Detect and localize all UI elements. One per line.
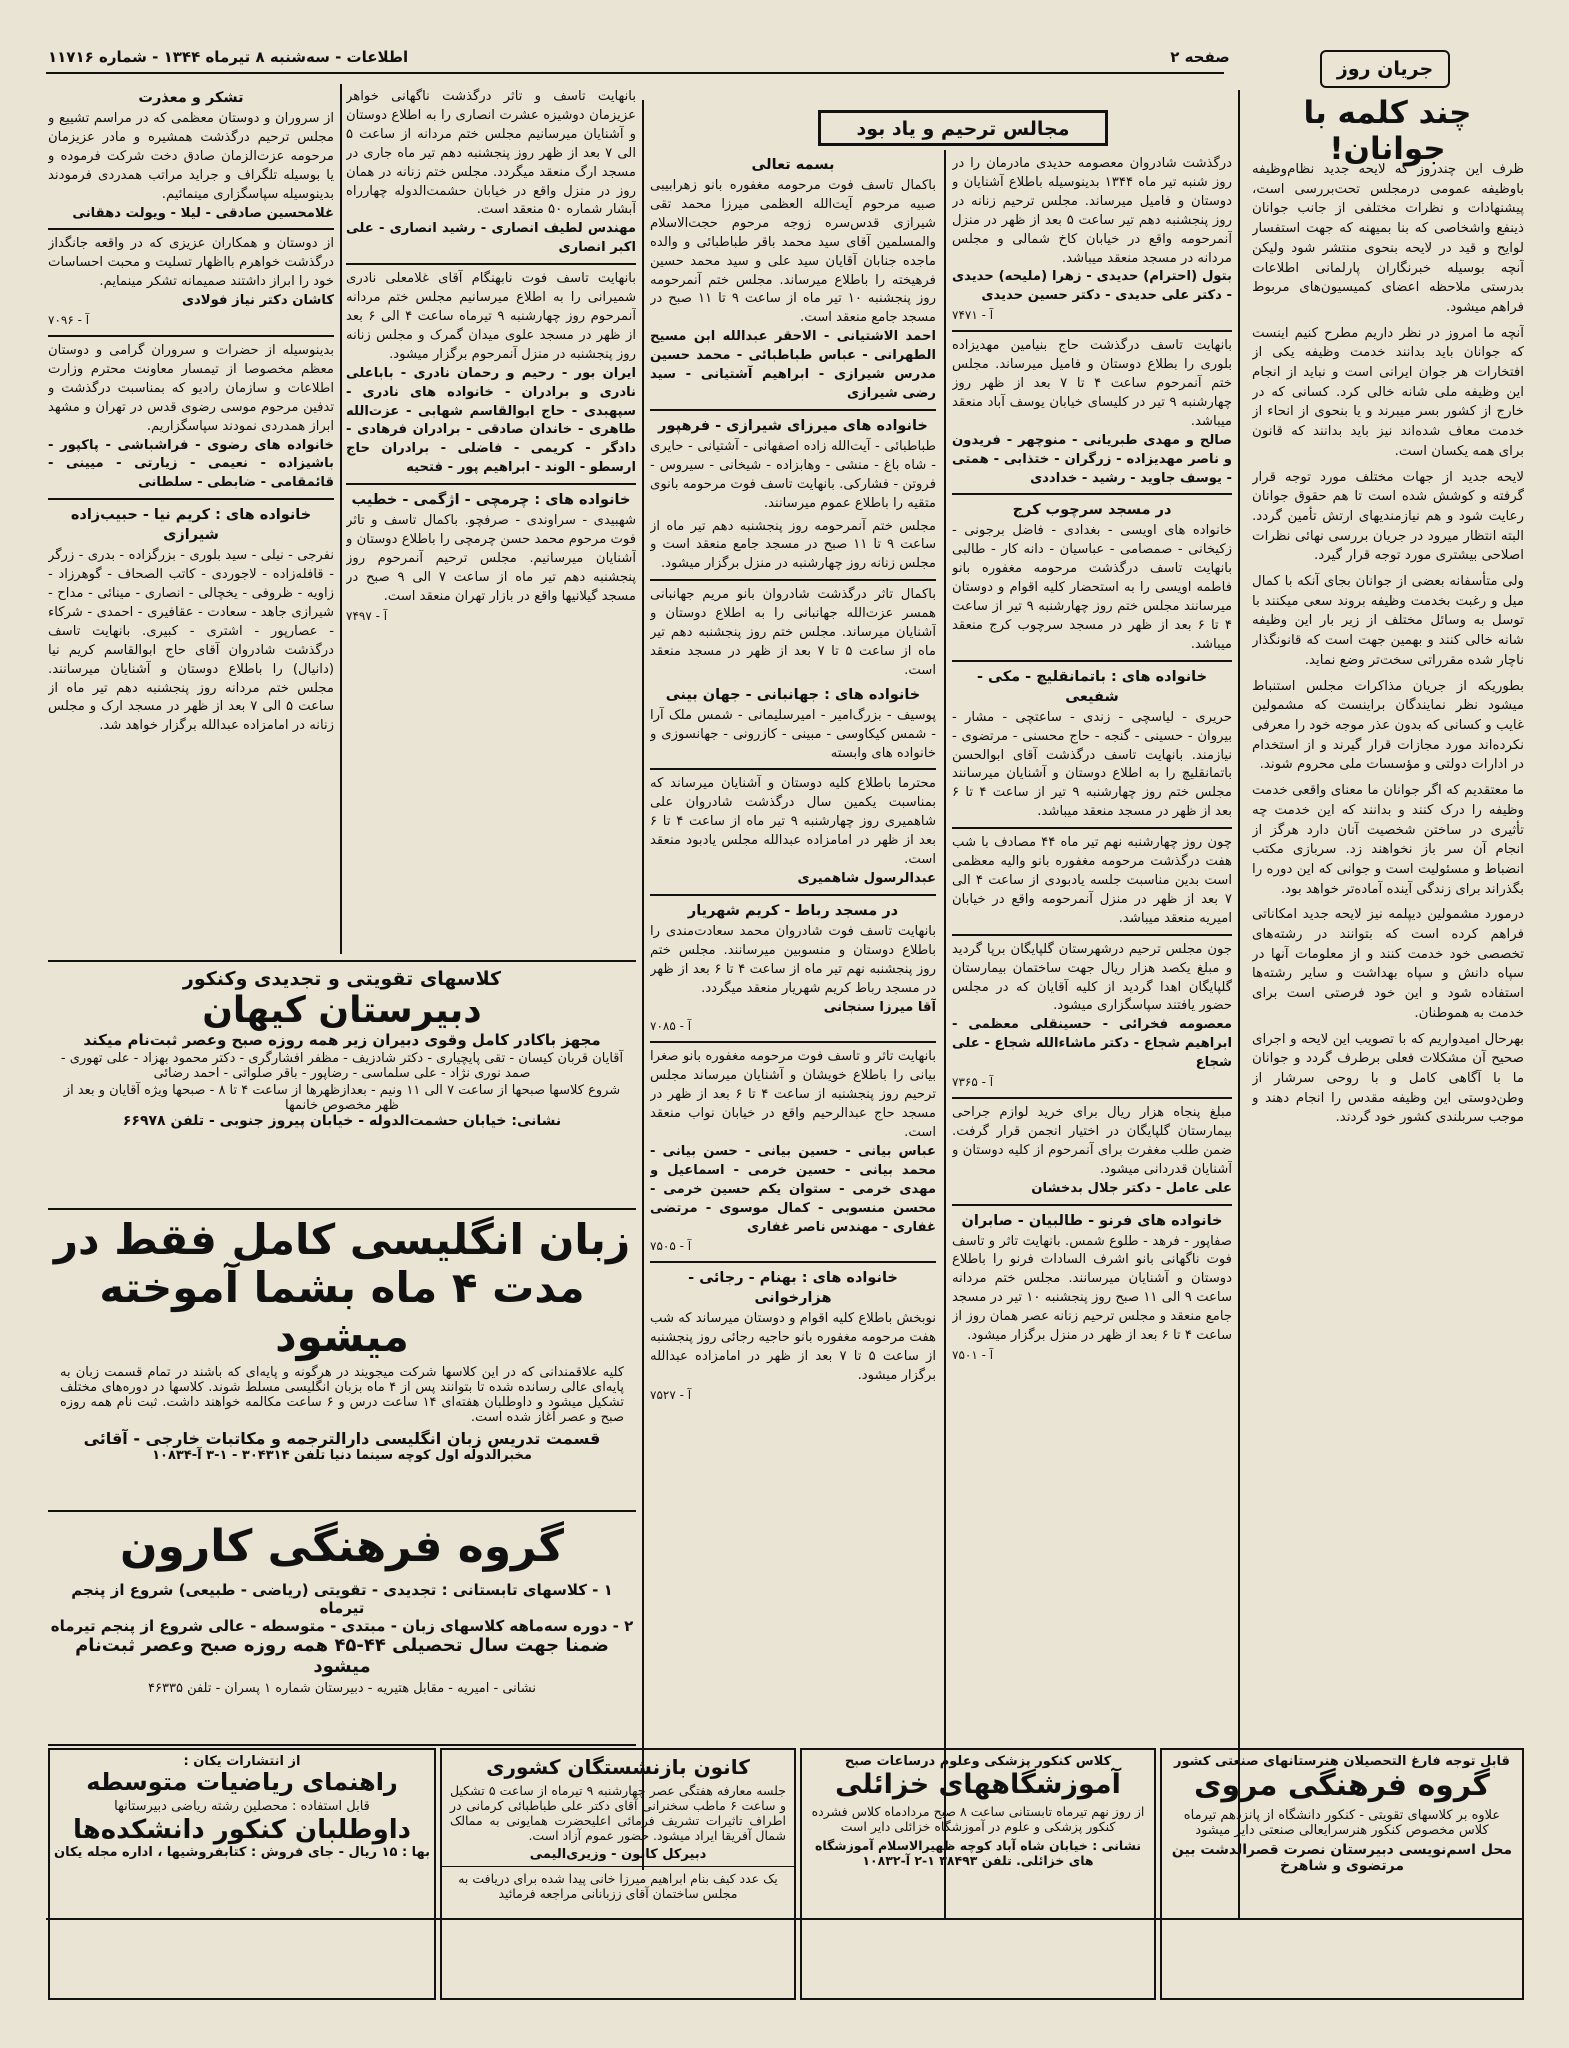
editorial-paragraph: لایحه جدید از جهات مختلف مورد توجه قرار گرفته و کوشش شده است تا هم حقوق جوانان رعایت شود و هم نیازمندیهای ارتش تأمین گردد. البته انتظار میرود در جریان بررسی نهائی نظرات اصلاحی بیشتری مورد توجه قرار گیرد. xyxy=(1252,469,1524,564)
ad-kayhan-top: کلاسهای تقویتی و تجدیدی وکنکور xyxy=(182,968,502,990)
ad-khazaeli-small: کلاس کنکور پزشکی وعلوم درساعات صبح xyxy=(844,1754,1112,1769)
separator xyxy=(48,335,334,337)
separator xyxy=(346,263,636,265)
obituary-column-2 xyxy=(952,155,1232,1915)
ad-yekan-name: راهنمای ریاضیات متوسطه xyxy=(86,1768,398,1796)
obituary-notice: بانهایت تاسف فوت نابهنگام آقای غلامعلی نادری شمیرانی را به اطلاع میرسانیم مجلس ختم مردانه آنمرحوم روز چهارشنبه ۹ تیرماه ساعت ۴ الی ۶ بعد از ظهر در مسجد علوی میدان گمرک و مجلس زنانه روز پنجشنبه در منزل آنمرحوم برگزار میشود. ایران بور - رحیم و رحمان نادری - باباعلی نادری و برادران - خانواده های نادری - سپهبدی - حاج ابوالقاسم شهابی - عزت‌الله طاهری - خاندان صادقی - برادران فرهادی - دادگر - کریمی - فاضلی - برادران حاج ارسطو - الوند - ابراهیم پور - فتحیه xyxy=(346,271,636,476)
obituary-notice: خانواده های فرنو - طالبیان - صابران صفاپور - فرهد - طلوع شمس. بانهایت تاثر و تاسف فوت ناگهانی بانو اشرف السادات فرنو را باطلاع دوستان و آشنایان میرسانند. مجلس ختم مردانه ساعت ۹ الی ۱۱ صبح روز پنجشنبه ۱۰ تیر در مسجد جامع منعقد و مجلس ترحیم زنانه عصر همان روز از ساعت ۴ تا ۶ بعد از ظهر در منزل برگزار میشود. آ - ۷۵۰۱ xyxy=(952,1212,1232,1362)
obituary-notice: بانهایت تاثر و تاسف فوت مرحومه مغفوره بانو صغرا بیانی را باطلاع خویشان و آشنایان میرساند مجلس ترحیم روز پنجشنبه از ساعت ۴ تا ۶ بعد از ظهر در مسجد حاج عبدالرحیم واقع در خیابان نواب منعقد است. عباس بیانی - حسین بیانی - حسن بیانی - محمد بیانی - حسین خرمی - اسماعیل و مهدی خرمی - ستوان یکم حسین خرمی - محسن منسوبی - کمال موسوی - مرتضی غفاری - مهندس ناصر غفاری آ - ۷۵۰۵ xyxy=(650,1049,936,1254)
obituary-notice: چون روز چهارشنبه نهم تیر ماه ۴۴ مصادف با شب هفت درگذشت مرحومه مغفوره بانو والیه معظمی است بدین مناسبت جلسه یادبودی از ساعت ۴ الی ۷ بعد از ظهر در منزل آنمرحومه واقع در خیابان امیریه منعقد میباشد. xyxy=(952,835,1232,926)
ad-khazaeli xyxy=(800,1748,1156,2000)
obituaries-banner: مجالس ترحیم و یاد بود xyxy=(818,110,1108,146)
ad-khazaeli-footer: نشانی : خیابان شاه آباد کوچه ظهیرالاسلام آموزشگاه های خزائلی. تلفن ۳۸۴۹۳ ۱-۲ آ-۱۰۸۳۲ xyxy=(814,1838,1142,1869)
separator xyxy=(650,579,936,581)
separator xyxy=(650,768,936,770)
obituary-notice: مبلغ پنجاه هزار ریال برای خرید لوازم جراحی بیمارستان گلپایگان در اختیار انجمن قرار گرفت. ضمن طلب مغفرت برای آنمرحوم از کلیه دوستان و آشنایان قدردانی میشود. علی عامل - دکتر جلال بدخشان xyxy=(952,1104,1232,1196)
ad-english-body: کلیه علاقمندانی که در این کلاسها شرکت میجویند در هرگونه و پایه‌ای که باشند در تمام قسمت زبان به پایه‌ای عالی رسانده شده تا بتوانند پس از ۴ ماه بزبان انگلیسی مسلط شوند. کلاسها در دوره‌های مختلف تشکیل میشود و داوطلبان هفته‌ای ۱۴ ساعت درس و ۶ ساعت مکالمه خواهند داشت. ثبت نام همه روزه صبح و عصر آغاز شده است. xyxy=(60,1364,624,1425)
ad-kayhan-teachers: آقایان قربان کیسان - تقی پایچیاری - دکتر شادزیف - مظفر افشارگری - دکتر محمود بهزاد - علی تهوری - صمد نوری نژاد - علی سلماسی - رضاپور - باقر صلواتی - احمد رضائی xyxy=(60,1051,624,1082)
ad-karun-line-3: ضمنا جهت سال تحصیلی ۴۴-۴۵ همه روزه صبح وعصر ثبت‌نام میشود xyxy=(75,1634,609,1677)
ad-english-address: مخبرالدوله اول کوچه سینما دنیا تلفن ۳۰۴۳۱۴ - ۱-۳ آ-۱۰۸۳۴ xyxy=(152,1447,532,1463)
obituary-notice: بانهایت تاسف و تاثر درگذشت ناگهانی خواهر عزیزمان دوشیزه عشرت انصاری را به اطلاع دوستان و آشنایان میرسانیم مجلس ختم مردانه از ساعت ۵ الی ۷ بعد از ظهر روز پنجشنبه دهم تیر ماه جاری در مسجد ارگ منعقد میگردد. مجلس ختم زنانه در همان روز در منزل واقع در خیابان حشمت‌الدوله چهارراه آبشار شماره ۵۰ منعقد است. مهندس لطیف انصاری - رشید انصاری - علی اکبر انصاری xyxy=(346,89,636,256)
ad-yekan xyxy=(48,1748,436,2000)
obituary-notice: باکمال تاثر درگذشت شادروان بانو مریم جهانبانی همسر عزت‌الله جهانبانی را به اطلاع دوستان و آشنایان میرساند. مجلس ختم روز پنجشنبه دهم تیر ماه از ساعت ۵ تا ۷ بعد از ظهر در مسجد منعقد است. xyxy=(650,587,936,678)
ad-retirees-extra: یک عدد کیف بنام ابراهیم میرزا خانی پیدا شده برای دریافت به مجلس ساختمان آقای ززبانانی مراجعه فرمائید xyxy=(442,1866,794,1905)
ad-kayhan-times: شروع کلاسها صبحها از ساعت ۷ الی ۱۱ ونیم - بعدازظهرها از ساعت ۴ تا ۸ - صبحها ویژه آقایان و بعد از ظهر مخصوص خانمها xyxy=(63,1083,621,1114)
ad-khazaeli-body: از روز نهم تیرماه تابستانی ساعت ۸ صبح مردادماه کلاس فشرده کنکور پزشکی و علوم در آموزشگاه خزائلی دایر است xyxy=(811,1804,1145,1835)
ad-english-footer: قسمت تدریس زبان انگلیسی دارالترجمه و مکاتبات خارجی - آقائی xyxy=(83,1428,601,1448)
notice: خانواده های : کریم نیا - حبیب‌زاده شیرازی نفرجی - نیلی - سید بلوری - بزرگزاده - بدری - زرگر - قافله‌زاده - لاجوردی - کاتب الصحاف - گوهرزاد - زاویه - ظروفی - یخچالی - انصاری - مینائی - مداح - شیرازی جاهد - سعادت - عقافیری - احمدی - شرکاء - عصارپور - اشتری - کبیری. بانهایت تاسف درگذشت شادروان آقای حاج ابوالقاسم کریم نیا (دانیال) را باطلاع دوستان و آشنایان میرسانند. مجلس ختم مردانه روز پنجشنبه دهم تیر ماه از ساعت ۵ الی ۷ بعد از ظهر در مسجد ارک و مجلس زنانه در امامزاده عبدالله برگزار خواهد شد. xyxy=(48,507,334,734)
ad-karun-line-2: ۲ - دوره سه‌ماهه کلاسهای زبان - مبتدی - متوسطه - عالی شروع از پنجم تیرماه xyxy=(50,1616,634,1635)
ad-english-headline-1: زبان انگلیسی کامل فقط در xyxy=(53,1215,631,1264)
obituary-notice: خانواده های : باتمانقلیچ - مکی - شفیعی حریری - لیاسچی - زندی - ساعتچی - مشار - بیروان - حسینی - گنجه - حاج محسنی - مرتضوی - نیازمند. بانهایت تاسف درگذشت آقای ابوالحسن باتمانقلیچ را به اطلاع دوستان و آشنایان میرسانند مجلس ختم روز چهارشنبه ۹ تیر از ساعت ۴ تا ۶ بعد از ظهر در مسجد منعقد میباشد. xyxy=(952,668,1232,820)
editorial-paragraph: ولی متأسفانه بعضی از جوانان بجای آنکه با کمال میل و رغبت بخدمت وظیفه بروند سعی میکنند با توسل به وسائل مختلف از زیر بار این وظیفه شانه خالی کنند و بهمین جهت است که قانونگذار ناچار شده مقرراتی سخت‌تر وضع نماید. xyxy=(1252,574,1524,668)
obituary-notice: مجلس ختم آنمرحومه روز پنجشنبه دهم تیر ماه از ساعت ۹ تا ۱۱ صبح در مسجد جامع منعقد است و مجلس زنانه روز چهارشنبه در منزل برگزار میشود. xyxy=(650,518,936,572)
ad-karun-name: گروه فرهنگی کارون xyxy=(119,1521,565,1572)
ad-marvi xyxy=(1160,1748,1524,2000)
ad-marvi-small: قابل توجه فارغ التحصیلان هنرستانهای صنعتی کشور xyxy=(1174,1754,1510,1769)
ad-retirees-body: جلسه معارفه هفتگی عصر چهارشنبه ۹ تیرماه از ساعت ۵ تشکیل و ساعت ۶ ماطب سخنرانی آقای دکتر علی طباطبائی کرمانی در اطراف تاثیرات تشریف فرمائی اعلیحضرت همایونی به ممالک شمال آفریقا ایراد میشود. حضور عموم آزاد است. xyxy=(450,1783,786,1843)
separator xyxy=(650,409,936,411)
obituary-notice: بانهایت تاسف درگذشت حاج بنیامین مهدیزاده بلوری را بطلاع دوستان و فامیل میرساند. مجلس ختم آنمرحوم ساعت ۴ تا ۷ بعد از ظهر روز چهارشنبه ۹ تیر در کلیسای خیابان یوسف آباد منعقد میباشد. صالح و مهدی طبریانی - منوچهر - فریدون و ناصر مهدیزاده - زرگران - ختذابی - همتی - یوسف جاوید - رشید - خداددی xyxy=(952,338,1232,486)
separator xyxy=(952,1204,1232,1206)
obituary-notice: خانواده های : جهانبانی - جهان بینی پوسیف - بزرگ‌امیر - امیرسلیمانی - شمس ملک آرا - شمس کیکاوسی - مبینی - کازرونی - جهانسوزی و خانواده های وابسته xyxy=(650,686,936,761)
ad-yekan-small: از انتشارات یکان : xyxy=(183,1754,301,1769)
column-rule xyxy=(642,100,644,1870)
ad-retirees-footer: دبیرکل کانون - وزیری‌الیمی xyxy=(529,1847,707,1862)
column-rule xyxy=(944,150,946,1920)
editorial-paragraph: ظرف این چندروز که لایحه جدید نظام‌وظیفه باوظیفه عمومی درمجلس تحت‌بررسی است، پیشنهادات و نظرات مختلفی از جانب جوانان ذینفع واشخاصی که بنا بمیهنه که جهت استفسار لوایح و قید در لایحه بنحوی منتشر شود ولیکن آنچه بوسیله خبرنگاران پارلمانی اطلاعات بدرستی ملاحظه اعضای کمیسیون‌های مربوط فراهم میشود. xyxy=(1252,162,1524,315)
ad-yekan-footer: بها : ۱۵ ریال - جای فروش : کتابفروشیها ، اداره مجله یکان xyxy=(53,1845,431,1861)
page-number: صفحه ۲ xyxy=(1170,48,1230,66)
obituary-column-3 xyxy=(650,155,936,1915)
ad-karun-address: نشانی - امیریه - مقابل هتیریه - دبیرستان شماره ۱ پسران - تلفن ۴۶۳۳۵ xyxy=(148,1680,536,1696)
ad-yekan-headline: داوطلبان کنکور دانشکده‌ها xyxy=(72,1814,412,1845)
ad-kayhan xyxy=(48,960,636,1210)
ad-yekan-body: قابل استفاده : محصلین رشته ریاضی دبیرستانها xyxy=(114,1798,370,1814)
separator xyxy=(346,483,636,485)
editorial-paragraph: بهرحال امیدواریم که با تصویب این لایحه و اجرای صحیح آن مشکلات فعلی برطرف گردد و جوانان ما با آگاهی کامل و با روحی سرشار از وطن‌دوستی این وظیفه مقدس را انجام دهند و موجب سربلندی کشور خود گردند. xyxy=(1252,1031,1524,1126)
column-rule xyxy=(1238,90,1240,1920)
separator xyxy=(952,1097,1232,1099)
ad-marvi-body: علاوه بر کلاسهای تقویتی - کنکور دانشگاه از پانزدهم تیرماه کلاس مخصوص کنکور هنرسرایعالی صنعتی دایر میشود xyxy=(1183,1807,1501,1838)
separator xyxy=(48,498,334,500)
notice: تشکر و معذرت از سروران و دوستان معظمی که در مراسم تشییع و مجلس ترحیم درگذشت همشیره و مادر عزیزمان مرحومه عزت‌الزمان صادق دخت شرکت فرموده و یا بوسیله تلگراف و جراید مراتب همدردی فرمودند بدینوسیله سپاسگزاری مینمائیم. غلامحسین صادقی - لیلا - ویولت دهقانی xyxy=(48,90,334,221)
ad-kayhan-address: نشانی: خیابان حشمت‌الدوله - خیابان پیروز جنوبی - تلفن ۶۶۹۷۸ xyxy=(122,1113,562,1130)
separator xyxy=(650,1041,936,1043)
ad-marvi-footer: محل اسم‌نویسی دبیرستان نصرت قصرالدشت بین مرتضوی و شاهرخ xyxy=(1171,1841,1513,1874)
obituary-notice: خانواده های : چرمچی - اژگمی - خطیب شهبیدی - سراوندی - صرفچو. باکمال تاسف و تاثر فوت مرحوم محمد حسن چرمچی را باطلاع دوستان و آشنایان میرسانیم. مجلس ترحیم آنمرحوم روز پنجشنبه دهم تیر ماه از ساعت ۷ الی ۹ صبح در مسجد گیلانیها واقع در بازار تهران منعقد است. آ - ۷۴۹۷ xyxy=(346,492,636,623)
editorial-title: چند کلمه با جوانان! xyxy=(1303,95,1472,167)
editorial-paragraph: آنچه ما امروز در نظر داریم مطرح کنیم اینست که جوانان باید بدانند خدمت وظیفه یکی از افتخارات هر جوان ایرانی است و نباید از انجام این وظیفه ملی شانه خالی کرد. کسانی که در خارج از کشور بسر میبرند و یا بنحوی از انحاء از خدمت معاف شده‌اند نیز باید بدانند که قانون برای همه یکسان است. xyxy=(1252,325,1524,459)
obituary-column-5 xyxy=(48,88,334,954)
ad-marvi-name: گروه فرهنگی مروی xyxy=(1194,1768,1490,1803)
notice: بدینوسیله از حضرات و سروران گرامی و دوستان معظم مخصوصا از تیمسار معاونت محترم وزارت اطلاعات و سازمان رادیو که بمناسبت درگذشت و تدفین مرحوم موسی رضوی قدس در تهران و مشهد ابراز همدردی نمودند سپاسگزاریم. خانواده های رضوی - فراشباشی - پاکپور - باشیزاده - نعیمی - زیارتی - میینی - قائمقامی - ضابطی - سلطانی xyxy=(48,342,334,491)
notice: از دوستان و همکاران عزیزی که در واقعه جانگداز درگذشت خواهرم بااظهار تسلیت و محبت احساسات خود را ابراز داشتند صمیمانه تشکر مینمایم. کاشان دکتر نیاز فولادی آ - ۷۰۹۶ xyxy=(48,236,334,328)
separator xyxy=(952,493,1232,495)
ad-karun xyxy=(48,1514,636,1746)
editorial-body xyxy=(1252,160,1524,1916)
ad-retirees-name: کانون بازنشستگان کشوری xyxy=(486,1755,750,1779)
ad-kayhan-name: دبیرستان کیهان xyxy=(202,990,482,1031)
editorial-paragraph: ما معتقدیم که اگر جوانان ما معنای واقعی خدمت وظیفه را درک کنند و بدانند که این خدمت چه تأثیری در ساختن شخصیت آنان دارد هرگز از انجام آن سر باز نخواهند زد. سربازی مکتب انضباط و مسئولیت است و جوانی که این دوره را بگذراند برای زندگی آینده آماده‌تر خواهد بود. xyxy=(1252,783,1524,897)
separator xyxy=(952,934,1232,936)
obituary-notice: در مسجد رباط - کریم شهریار بانهایت تاسف فوت شادروان محمد سعادت‌مندی را باطلاع دوستان و منسوبین میرسانند. مجلس ختم روز پنجشنبه نهم تیر ماه از ساعت ۴ تا ۶ بعد از ظهر در مسجد رباط کریم شهریار منعقد میگردد. آقا میرزا سنجانی آ - ۷۰۸۵ xyxy=(650,902,936,1034)
newspaper-dateline: اطلاعات - سه‌شنبه ۸ تیرماه ۱۳۴۴ - شماره ۱۱۷۱۶ xyxy=(48,48,409,66)
editorial-paragraph: بطوریکه از جریان مذاکرات مجلس استنباط میشود نظر نمایندگان براینست که مشمولین غایب و کسانی که بدون عذر موجه خود را معرفی نکرده‌اند مورد مجازات قرار گیرند و از استخدام در ادارات دولتی و مؤسسات ملی محروم شوند. xyxy=(1252,678,1524,773)
obituary-notice: در مسجد سرچوب کرج خانواده های اویسی - بغدادی - فاضل برجونی - زکیخانی - صمصامی - عباسیان - دانه کار - طالبی بانهایت تاسف درگذشت مرحومه مغفوره بانو فاطمه اویسی را به استحضار کلیه اقوام و دوستان میرسانند مجلس ختم روز چهارشنبه ۹ تیر از ساعت ۴ تا ۶ بعد از ظهر در مسجد سرچوب کرج منعقد میباشد. xyxy=(952,502,1232,652)
ad-english xyxy=(48,1212,636,1512)
column-name-badge: جریان روز xyxy=(1320,50,1450,88)
separator xyxy=(952,330,1232,332)
ad-retirees xyxy=(440,1748,796,2000)
ad-english-headline-2: مدت ۴ ماه بشما آموخته میشود xyxy=(99,1263,585,1361)
obituary-notice: خانواده های میرزای شیرازی - فرهپور طباطبائی - آیت‌الله زاده اصفهانی - آشتیانی - حایری - شاه باغ - منشی - وهابزاده - شیخانی - سیروس - فروتن - فشارکی. بانهایت تاسف فوت مرحومه بانوی متقیه را باطلاع عموم میرسانند. xyxy=(650,417,936,511)
ad-karun-line-1: ۱ - کلاسهای تابستانی : تجدیدی - تقویتی (ریاضی - طبیعی) شروع از پنجم تیرماه xyxy=(71,1580,613,1617)
ad-kayhan-line: مجهز باکادر کامل وقوی دبیران زیر همه روزه صبح وعصر ثبت‌نام میکند xyxy=(83,1031,601,1050)
masthead-rule xyxy=(46,72,1224,74)
obituary-notice: خانواده های : بهنام - رجائی - هزارخوانی نوبخش باطلاع کلیه اقوام و دوستان میرساند که شب هفت مرحومه مغفوره بانو حاجیه رجائی روز پنجشنبه از ساعت ۵ تا ۷ بعد از ظهر در امامزاده عبدالله برگزار میشود. آ - ۷۵۲۷ xyxy=(650,1270,936,1402)
column-rule xyxy=(340,84,342,954)
separator xyxy=(48,228,334,230)
separator xyxy=(650,894,936,896)
separator xyxy=(952,827,1232,829)
separator xyxy=(952,660,1232,662)
ad-khazaeli-name: آموزشگاههای خزائلی xyxy=(835,1769,1121,1800)
separator xyxy=(650,1261,936,1263)
obituary-column-4 xyxy=(346,88,636,954)
editorial-paragraph: درمورد مشمولین دیپلمه نیز لایحه جدید امکاناتی فراهم کرده است که بتوانند در رشته‌های تخصصی خود خدمت کنند و از معلومات آنها در سپاه دانش و سپاه بهداشت و سایر رشته‌ها استفاده شود و این خود فرصتی است برای خدمت به هموطنان. xyxy=(1252,907,1524,1021)
obituary-notice: جون مجلس ترحیم درشهرستان گلپایگان برپا گردید و مبلغ یکصد هزار ریال جهت ساختمان بیمارستان گلپایگان اهدا گردید از کلیه آقایان که در مجلس حضور یافتند سپاسگزاری میشود. معصومه فخرائی - حسینقلی معظمی - ابراهیم شجاع - دکتر ماشاءالله شجاع - علی شجاع آ - ۷۳۶۵ xyxy=(952,941,1232,1090)
obituary-notice: بسمه تعالی باکمال تاسف فوت مرحومه مغفوره بانو زهرابیبی صبیه مرحوم آیت‌الله العظمی میرزا محمد تقی شیرازی قدس‌سره زوجه مرحوم حجت‌الاسلام والمسلمین آقای سید محمد باقر طباطبائی و والده ماجده جنابان آقایان سید علی و سید محمد حسین فرهیخته را باطلاع میرساند. مجلس ختم آنمرحومه روز پنجشنبه ۱۰ تیر ماه از ساعت ۹ تا ۱۱ صبح در مسجد جامع منعقد است. احمد الاشتیانی - الاحقر عبدالله ابن مسیح الطهرانی - عباس طباطبائی - محمد حسین مدرس شیرازی - ابراهیم آشتیانی - سید رضی شیرازی xyxy=(650,157,936,401)
obituary-notice: درگذشت شادروان معصومه حدیدی مادرمان را در روز شنبه تیر ماه ۱۳۴۴ بدینوسیله باطلاع آشنایان و دوستان و فامیل میرساند. مجلس ترحیم زنانه در روز پنجشنبه دهم تیر ساعت ۵ بعد از ظهر در منزل آنمرحومه واقع در خیابان کاخ شمالی و مجلس مردانه در مسجد منعقد میباشد. بتول (احترام) حدیدی - زهرا (ملیحه) حدیدی - دکتر علی حدیدی - دکتر حسین حدیدی آ - ۷۴۷۱ xyxy=(952,156,1232,323)
obituary-notice: محترما باطلاع کلیه دوستان و آشنایان میرساند که بمناسبت یکمین سال درگذشت شادروان علی شاهمیری روز چهارشنبه ۹ تیر ماه از ساعت ۴ تا ۶ بعد از ظهر در امامزاده عبدالله مجلس یادبود منعقد است. عبدالرسول شاهمیری xyxy=(650,776,936,886)
